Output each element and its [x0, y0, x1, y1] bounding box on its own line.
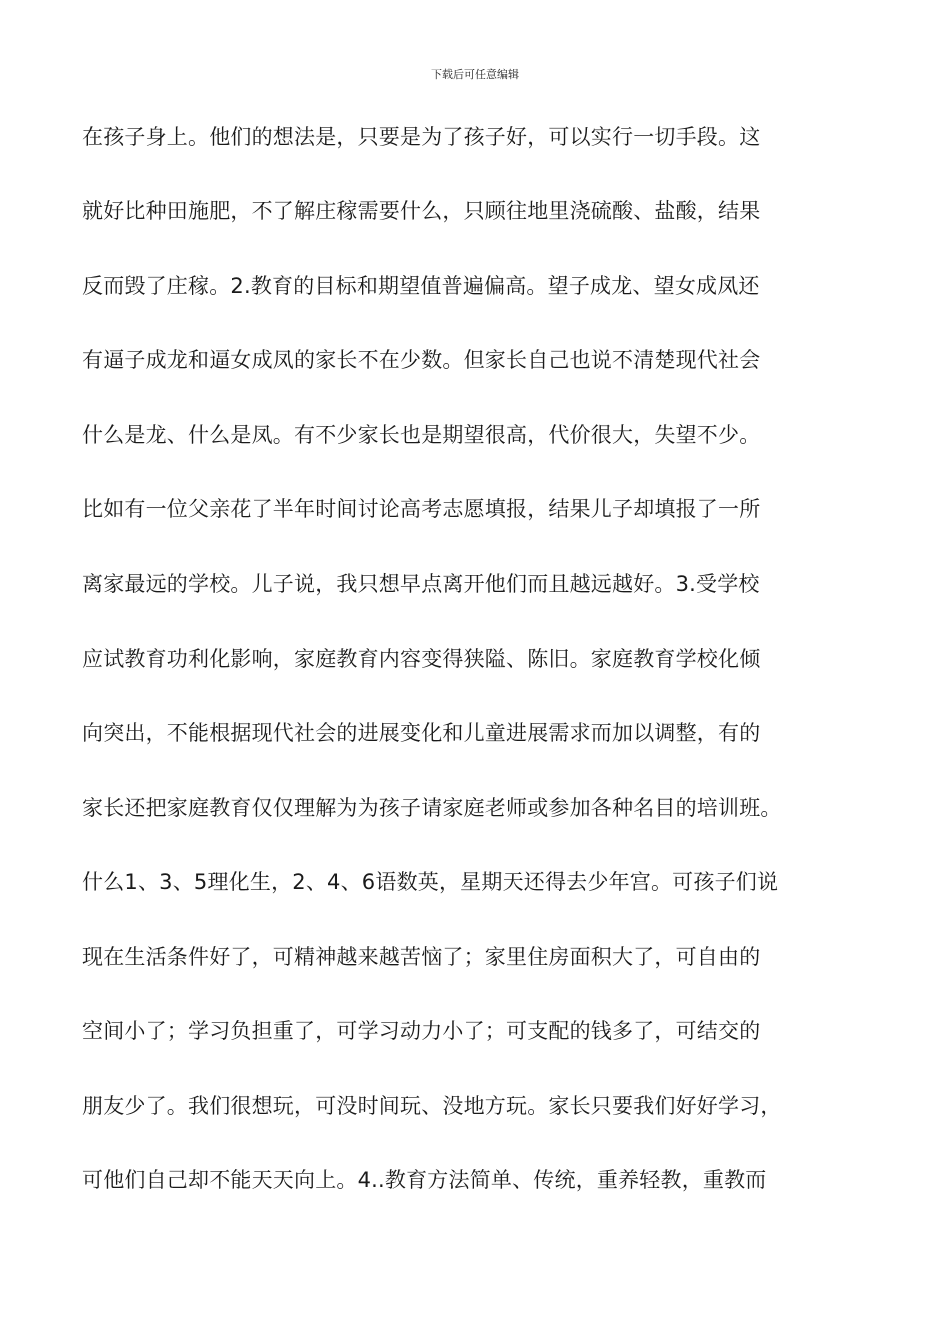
paragraph-line: 离家最远的学校。儿子说，我只想早点离开他们而且越远越好。3.受学校: [82, 572, 760, 596]
paragraph-line: 反而毁了庄稼。2.教育的目标和期望值普遍偏高。望子成龙、望女成凤还: [82, 274, 760, 298]
paragraph-line: 比如有一位父亲花了半年时间讨论高考志愿填报，结果儿子却填报了一所: [82, 497, 761, 521]
paragraph-line: 可他们自己却不能天天向上。4..教育方法简单、传统，重养轻教，重教而: [82, 1168, 767, 1192]
paragraph-line: 什么是龙、什么是凤。有不少家长也是期望很高，代价很大，失望不少。: [82, 423, 761, 447]
paragraph-line: 家长还把家庭教育仅仅理解为为孩子请家庭老师或参加各种名目的培训班。: [82, 796, 782, 820]
page-header: 下载后可任意编辑: [431, 68, 519, 81]
paragraph-line: 在孩子身上。他们的想法是，只要是为了孩子好，可以实行一切手段。这: [82, 125, 761, 149]
paragraph-line: 就好比种田施肥，不了解庄稼需要什么，只顾往地里浇硫酸、盐酸，结果: [82, 199, 761, 223]
paragraph-line: 空间小了；学习负担重了，可学习动力小了；可支配的钱多了，可结交的: [82, 1019, 761, 1043]
paragraph-line: 应试教育功利化影响，家庭教育内容变得狭隘、陈旧。家庭教育学校化倾: [82, 647, 761, 671]
paragraph-line: 朋友少了。我们很想玩，可没时间玩、没地方玩。家长只要我们好好学习，: [82, 1094, 782, 1118]
paragraph-line: 什么1、3、5理化生，2、4、6语数英，星期天还得去少年宫。可孩子们说: [82, 870, 779, 894]
paragraph-line: 向突出，不能根据现代社会的进展变化和儿童进展需求而加以调整，有的: [82, 721, 761, 745]
paragraph-line: 有逼子成龙和逼女成凤的家长不在少数。但家长自己也说不清楚现代社会: [82, 348, 761, 372]
paragraph-line: 现在生活条件好了，可精神越来越苦恼了；家里住房面积大了，可自由的: [82, 945, 761, 969]
